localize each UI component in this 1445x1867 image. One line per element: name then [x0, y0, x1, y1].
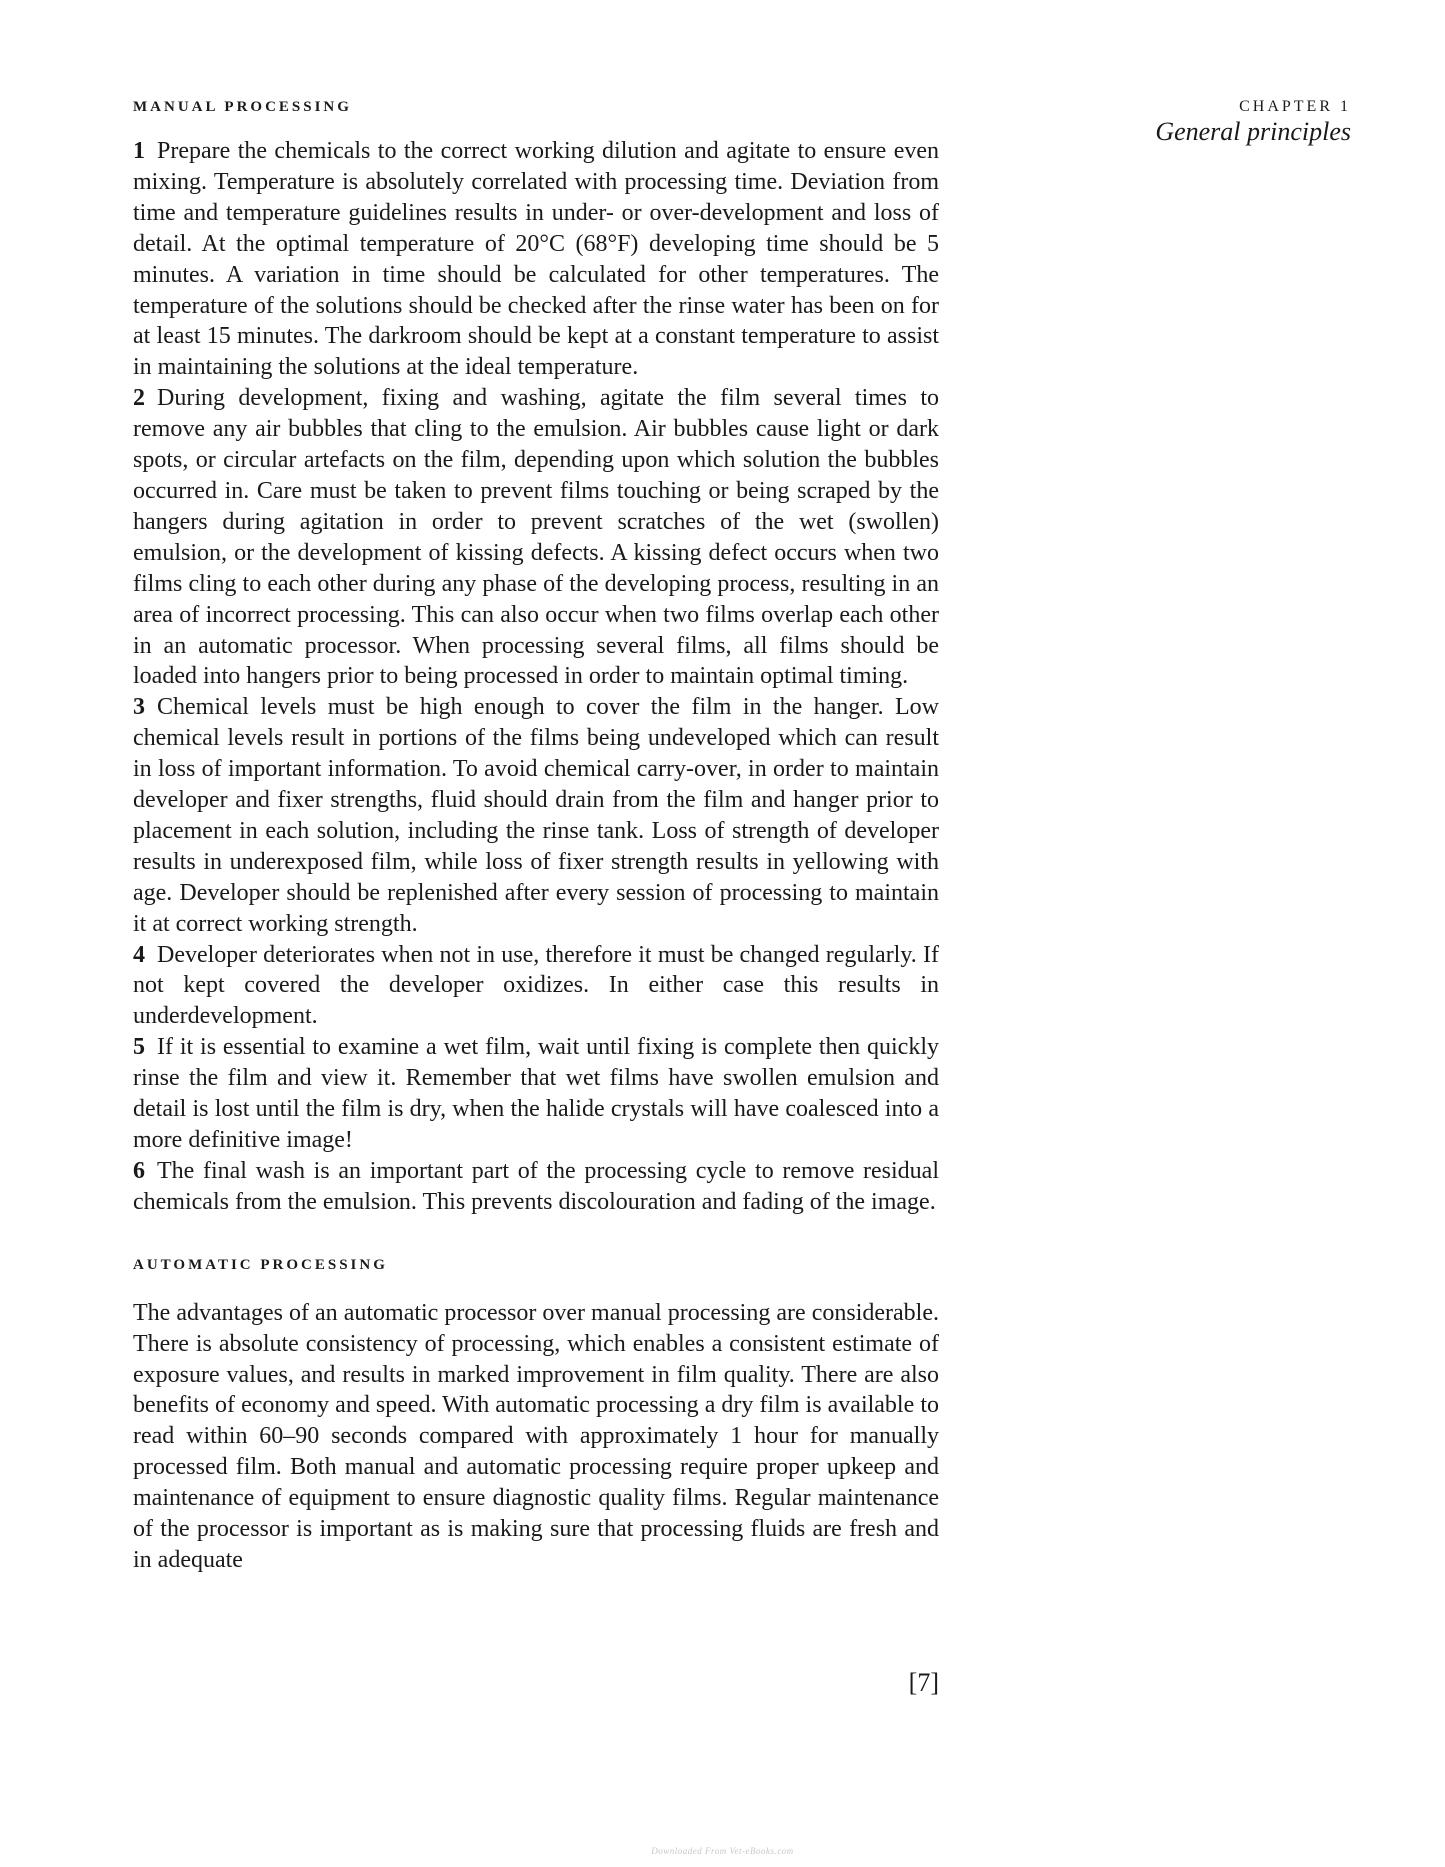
- list-item: [133, 136, 939, 383]
- chapter-label: CHAPTER 1: [1239, 98, 1351, 115]
- page-number: [7]: [908, 1668, 939, 1697]
- list-item: [133, 1156, 939, 1218]
- section-heading-manual-processing: MANUAL PROCESSING: [133, 99, 352, 115]
- watermark-text: Downloaded From Vet-eBooks.com: [651, 1846, 794, 1856]
- item-number: 2: [133, 385, 145, 412]
- item-text: Prepare the chemicals to the correct working dilution and agitate to ensure even mixing. Temperature is absolutely correlated with processing time. Deviation from time and temperature guidelines results in under- or over-development and loss of detail. At the optimal temperature of 20°C (68°F) developing time should be 5 minutes. A variation in time should be calculated for other temperatures. The temperature of the solutions should be checked after the rinse water has been on for at least 15 minutes. The darkroom should be kept at a constant temperature to assist in maintaining the solutions at the ideal temperature.: [133, 138, 939, 381]
- item-text: The final wash is an important part of the processing cycle to remove residual chemicals from the emulsion. This prevents discolouration and fading of the image.: [133, 1157, 939, 1215]
- list-item: [133, 692, 939, 939]
- item-number: 3: [133, 694, 145, 721]
- item-number: 5: [133, 1034, 145, 1061]
- main-text-column: [133, 98, 939, 1576]
- chapter-sidebar: [1051, 98, 1351, 148]
- automatic-processing-paragraph: The advantages of an automatic processor over manual processing are considerable. There is absolute consistency of processing, which enables a consistent estimate of exposure values, and results in marked improvement in film quality. There are also benefits of economy and speed. With automatic processing a dry film is available to read within 60–90 seconds compared with approximately 1 hour for manually processed film. Both manual and automatic processing require proper upkeep and maintenance of equipment to ensure diagnostic quality films. Regular maintenance of the processor is important as is making sure that processing fluids are fresh and in adequate: [133, 1299, 939, 1573]
- chapter-title: General principles: [1155, 117, 1351, 146]
- item-text: Chemical levels must be high enough to cover the film in the hanger. Low chemical levels result in portions of the films being undeveloped which can result in loss of important information. To avoid chemical carry-over, in order to maintain developer and fixer strengths, fluid should drain from the film and hanger prior to placement in each solution, including the rinse tank. Loss of strength of developer results in underexposed film, while loss of fixer strength results in yellowing with age. Developer should be replenished after every session of processing to maintain it at correct working strength.: [133, 694, 939, 937]
- list-item: [133, 1032, 939, 1156]
- item-number: 1: [133, 138, 145, 164]
- item-number: 6: [133, 1157, 145, 1184]
- item-text: Developer deteriorates when not in use, therefore it must be changed regularly. If not kept covered the developer oxidizes. In either case this results in underdevelopment.: [133, 941, 939, 1030]
- list-item: [133, 940, 939, 1033]
- item-text: If it is essential to examine a wet film, wait until fixing is complete then quickly rinse the film and view it. Remember that wet films have swollen emulsion and detail is lost until the film is dry, when the halide crystals will have coalesced into a more definitive image!: [133, 1034, 939, 1153]
- item-number: 4: [133, 941, 145, 968]
- section-heading-automatic-processing: AUTOMATIC PROCESSING: [133, 1256, 388, 1273]
- item-text: During development, fixing and washing, agitate the film several times to remove any air bubbles that cling to the emulsion. Air bubbles cause light or dark spots, or circular artefacts on the film, depending upon which solution the bubbles occurred in. Care must be taken to prevent films touching or being scraped by the hangers during agitation in order to prevent scratches of the wet (swollen) emulsion, or the development of kissing defects. A kissing defect occurs when two films cling to each other during any phase of the developing process, resulting in an area of incorrect processing. This can also occur when two films overlap each other in an automatic processor. When processing several films, all films should be loaded into hangers prior to being processed in order to maintain optimal timing.: [133, 385, 939, 690]
- list-item: [133, 383, 939, 692]
